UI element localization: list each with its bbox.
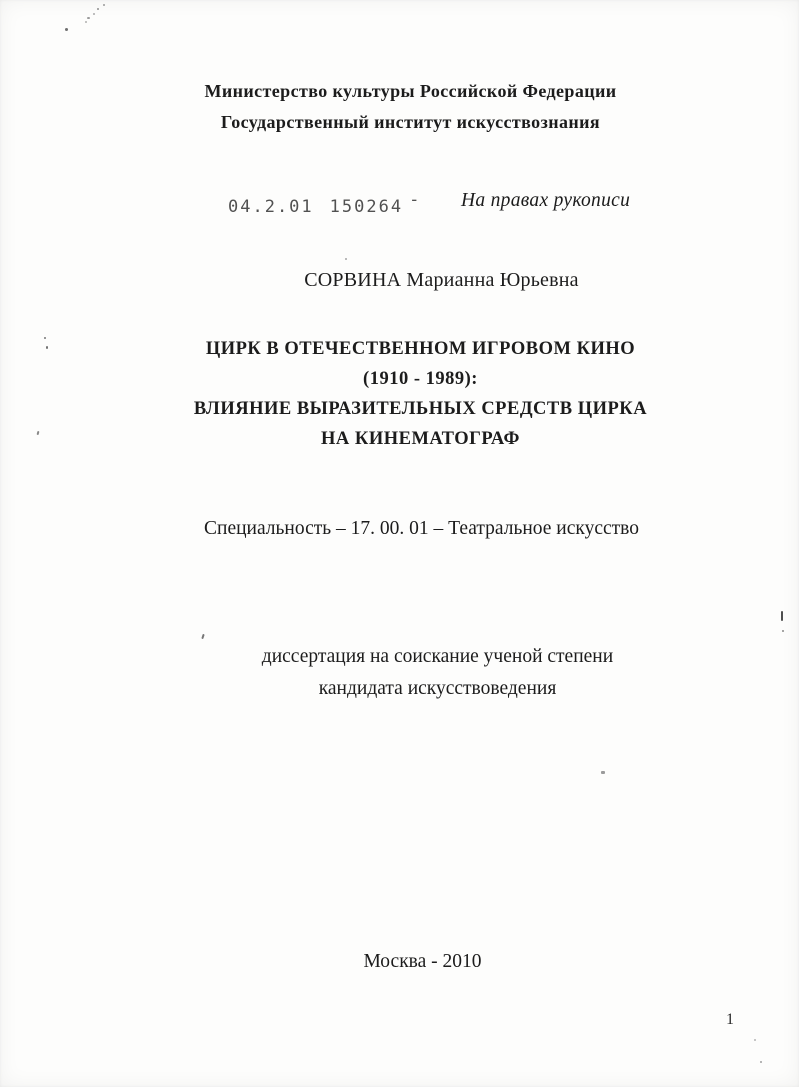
- scan-speckle: [781, 611, 783, 621]
- specialty-line: Специальность – 17. 00. 01 – Театральное искусство: [204, 518, 639, 539]
- scan-speckle: [65, 28, 68, 31]
- degree-line-2: кандидата искусствоведения: [318, 678, 557, 699]
- scan-speckle: [97, 8, 99, 10]
- scan-speckle: [87, 17, 90, 19]
- title-line-2: (1910 - 1989):: [363, 369, 478, 389]
- ministry-line: Министерство культуры Российской Федерации: [204, 81, 617, 101]
- scan-speckle: [760, 1061, 762, 1063]
- stamp-number-part2: 150264: [329, 197, 404, 217]
- institute-line: Государственный институт искусствознания: [220, 112, 601, 132]
- dissertation-title: [21, 334, 799, 454]
- scan-speckle: [85, 21, 87, 23]
- title-line-1: ЦИРК В ОТЕЧЕСТВЕННОМ ИГРОВОМ КИНО: [205, 339, 636, 359]
- title-line-4: НА КИНЕМАТОГРАФ: [321, 429, 520, 449]
- scan-speckle: [44, 337, 46, 339]
- inventory-stamp-number: [228, 190, 420, 217]
- place-and-year: Москва - 2010: [363, 951, 482, 972]
- scan-speckle: [754, 1039, 756, 1041]
- page-number: 1: [726, 1011, 734, 1028]
- scan-speckle: [345, 258, 347, 260]
- stamp-number-part1: 04.2.01: [228, 197, 314, 217]
- institution-header: [11, 76, 799, 138]
- scan-speckle: [93, 13, 95, 15]
- scan-speckle: [201, 634, 204, 639]
- manuscript-rights-note: На правах рукописи: [461, 190, 631, 211]
- stamp-dash-mark: -: [409, 190, 420, 210]
- scan-speckle: [46, 346, 48, 349]
- degree-statement: [38, 641, 799, 705]
- scan-speckle: [782, 630, 784, 632]
- author-name: СОРВИНА Марианна Юрьевна: [304, 269, 579, 291]
- title-line-3: ВЛИЯНИЕ ВЫРАЗИТЕЛЬНЫХ СРЕДСТВ ЦИРКА: [193, 399, 648, 419]
- scan-speckle: [601, 771, 605, 774]
- scan-speckle: [103, 4, 105, 6]
- degree-line-1: диссертация на соискание ученой степени: [261, 646, 614, 667]
